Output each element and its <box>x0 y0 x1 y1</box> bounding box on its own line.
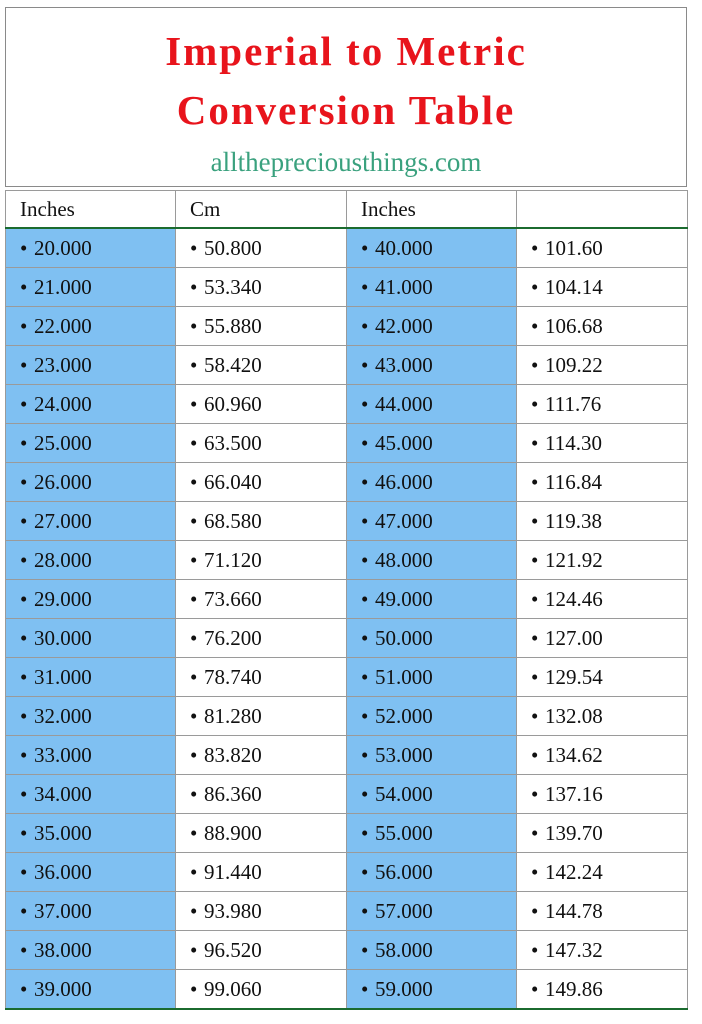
cell-value: 50.800 <box>204 235 262 260</box>
table-cell <box>517 658 688 697</box>
bullet-icon: • <box>531 664 539 689</box>
cell-value: 66.040 <box>204 469 262 494</box>
page-title-line-1: Imperial to Metric <box>165 28 527 74</box>
bullet-icon: • <box>361 430 369 455</box>
bullet-icon: • <box>361 235 369 260</box>
table-cell <box>6 541 176 580</box>
cell-value: 144.78 <box>545 898 603 923</box>
table-cell <box>347 541 517 580</box>
table-cell <box>347 775 517 814</box>
bullet-icon: • <box>190 742 198 767</box>
table-cell <box>176 775 347 814</box>
table-cell <box>6 970 176 1010</box>
bullet-icon: • <box>531 859 539 884</box>
bullet-icon: • <box>20 703 28 728</box>
bullet-icon: • <box>361 352 369 377</box>
table-cell <box>176 892 347 931</box>
table-cell <box>176 268 347 307</box>
cell-value: 60.960 <box>204 391 262 416</box>
table-cell <box>176 502 347 541</box>
table-cell <box>176 970 347 1010</box>
cell-value: 31.000 <box>34 664 92 689</box>
bullet-icon: • <box>20 820 28 845</box>
table-cell <box>6 580 176 619</box>
cell-value: 23.000 <box>34 352 92 377</box>
table-cell <box>517 736 688 775</box>
cell-value: 47.000 <box>375 508 433 533</box>
table-cell <box>347 892 517 931</box>
cell-value: 42.000 <box>375 313 433 338</box>
table-row <box>6 385 688 424</box>
table-cell <box>347 658 517 697</box>
table-cell <box>347 931 517 970</box>
cell-value: 132.08 <box>545 703 603 728</box>
cell-value: 36.000 <box>34 859 92 884</box>
table-cell <box>517 931 688 970</box>
cell-value: 106.68 <box>545 313 603 338</box>
bullet-icon: • <box>20 937 28 962</box>
cell-value: 142.24 <box>545 859 603 884</box>
bullet-icon: • <box>361 625 369 650</box>
table-cell <box>6 346 176 385</box>
table-cell <box>6 463 176 502</box>
table-cell <box>517 541 688 580</box>
cell-value: 104.14 <box>545 274 603 299</box>
cell-value: 32.000 <box>34 703 92 728</box>
website-credit: allthepreciousthings.com <box>210 147 482 177</box>
bullet-icon: • <box>531 391 539 416</box>
bullet-icon: • <box>20 352 28 377</box>
table-cell <box>347 346 517 385</box>
table-cell <box>6 619 176 658</box>
table-cell <box>517 619 688 658</box>
table-cell <box>6 853 176 892</box>
bullet-icon: • <box>531 235 539 260</box>
table-cell <box>347 502 517 541</box>
bullet-icon: • <box>531 742 539 767</box>
cell-value: 20.000 <box>34 235 92 260</box>
bullet-icon: • <box>20 976 28 1001</box>
bullet-icon: • <box>190 937 198 962</box>
cell-value: 24.000 <box>34 391 92 416</box>
table-cell <box>517 580 688 619</box>
cell-value: 127.00 <box>545 625 603 650</box>
cell-value: 59.000 <box>375 976 433 1001</box>
bullet-icon: • <box>361 976 369 1001</box>
cell-value: 45.000 <box>375 430 433 455</box>
cell-value: 55.880 <box>204 313 262 338</box>
table-header-row <box>6 191 688 229</box>
cell-value: 109.22 <box>545 352 603 377</box>
table-cell <box>517 385 688 424</box>
bullet-icon: • <box>190 781 198 806</box>
bullet-icon: • <box>190 508 198 533</box>
cell-value: 46.000 <box>375 469 433 494</box>
cell-value: 28.000 <box>34 547 92 572</box>
bullet-icon: • <box>20 547 28 572</box>
bullet-icon: • <box>531 625 539 650</box>
cell-value: 124.46 <box>545 586 603 611</box>
cell-value: 99.060 <box>204 976 262 1001</box>
table-cell <box>6 892 176 931</box>
bullet-icon: • <box>531 781 539 806</box>
cell-value: 93.980 <box>204 898 262 923</box>
cell-value: 22.000 <box>34 313 92 338</box>
cell-value: 58.000 <box>375 937 433 962</box>
cell-value: 114.30 <box>545 430 602 455</box>
table-cell <box>176 424 347 463</box>
cell-value: 116.84 <box>545 469 602 494</box>
table-cell <box>347 268 517 307</box>
page-title-line-2: Conversion Table <box>176 87 516 133</box>
bullet-icon: • <box>20 781 28 806</box>
cell-value: 119.38 <box>545 508 602 533</box>
table-row <box>6 228 688 268</box>
bullet-icon: • <box>361 508 369 533</box>
cell-value: 37.000 <box>34 898 92 923</box>
bullet-icon: • <box>190 235 198 260</box>
cell-value: 39.000 <box>34 976 92 1001</box>
table-cell <box>176 346 347 385</box>
bullet-icon: • <box>20 313 28 338</box>
bullet-icon: • <box>20 586 28 611</box>
bullet-icon: • <box>190 820 198 845</box>
table-cell <box>6 814 176 853</box>
table-cell <box>176 580 347 619</box>
table-cell <box>6 736 176 775</box>
table-cell <box>347 736 517 775</box>
bullet-icon: • <box>20 625 28 650</box>
table-cell <box>176 385 347 424</box>
cell-value: 129.54 <box>545 664 603 689</box>
cell-value: 147.32 <box>545 937 603 962</box>
table-row <box>6 697 688 736</box>
bullet-icon: • <box>531 430 539 455</box>
bullet-icon: • <box>361 937 369 962</box>
cell-value: 30.000 <box>34 625 92 650</box>
bullet-icon: • <box>531 547 539 572</box>
cell-value: 27.000 <box>34 508 92 533</box>
table-cell <box>517 424 688 463</box>
cell-value: 21.000 <box>34 274 92 299</box>
bullet-icon: • <box>190 976 198 1001</box>
bullet-icon: • <box>361 586 369 611</box>
cell-value: 49.000 <box>375 586 433 611</box>
bullet-icon: • <box>531 313 539 338</box>
table-cell <box>517 346 688 385</box>
column-header-cm-2 <box>517 191 688 229</box>
table-cell <box>6 697 176 736</box>
table-row <box>6 736 688 775</box>
table-cell <box>347 463 517 502</box>
table-cell <box>347 228 517 268</box>
bullet-icon: • <box>531 274 539 299</box>
bullet-icon: • <box>190 703 198 728</box>
table-row <box>6 931 688 970</box>
cell-value: 83.820 <box>204 742 262 767</box>
table-row <box>6 658 688 697</box>
table-cell <box>176 463 347 502</box>
table-cell <box>517 775 688 814</box>
bullet-icon: • <box>531 976 539 1001</box>
bullet-icon: • <box>190 664 198 689</box>
cell-value: 54.000 <box>375 781 433 806</box>
table-row <box>6 346 688 385</box>
cell-value: 29.000 <box>34 586 92 611</box>
table-row <box>6 307 688 346</box>
table-row <box>6 424 688 463</box>
cell-value: 53.340 <box>204 274 262 299</box>
bullet-icon: • <box>190 625 198 650</box>
table-cell <box>176 541 347 580</box>
cell-value: 86.360 <box>204 781 262 806</box>
cell-value: 63.500 <box>204 430 262 455</box>
cell-value: 52.000 <box>375 703 433 728</box>
bullet-icon: • <box>20 391 28 416</box>
cell-value: 137.16 <box>545 781 603 806</box>
table-cell <box>517 814 688 853</box>
document-header <box>5 7 687 187</box>
table-row <box>6 463 688 502</box>
bullet-icon: • <box>361 664 369 689</box>
table-cell <box>176 853 347 892</box>
table-cell <box>176 814 347 853</box>
cell-value: 71.120 <box>204 547 262 572</box>
bullet-icon: • <box>190 352 198 377</box>
cell-value: 139.70 <box>545 820 603 845</box>
table-cell <box>176 697 347 736</box>
bullet-icon: • <box>190 859 198 884</box>
bullet-icon: • <box>361 859 369 884</box>
cell-value: 88.900 <box>204 820 262 845</box>
cell-value: 55.000 <box>375 820 433 845</box>
cell-value: 40.000 <box>375 235 433 260</box>
table-cell <box>517 228 688 268</box>
cell-value: 26.000 <box>34 469 92 494</box>
table-cell <box>6 775 176 814</box>
bullet-icon: • <box>361 547 369 572</box>
cell-value: 57.000 <box>375 898 433 923</box>
table-row <box>6 892 688 931</box>
table-cell <box>6 307 176 346</box>
table-cell <box>176 619 347 658</box>
table-cell <box>517 970 688 1010</box>
bullet-icon: • <box>20 469 28 494</box>
table-cell <box>347 814 517 853</box>
conversion-table-wrapper <box>5 190 687 1010</box>
table-cell <box>347 970 517 1010</box>
bullet-icon: • <box>190 469 198 494</box>
table-cell <box>517 463 688 502</box>
bullet-icon: • <box>361 703 369 728</box>
table-row <box>6 580 688 619</box>
bullet-icon: • <box>190 313 198 338</box>
bullet-icon: • <box>20 664 28 689</box>
table-cell <box>6 228 176 268</box>
table-cell <box>6 658 176 697</box>
table-row <box>6 268 688 307</box>
table-row <box>6 502 688 541</box>
table-cell <box>517 853 688 892</box>
bullet-icon: • <box>190 430 198 455</box>
bullet-icon: • <box>361 313 369 338</box>
bullet-icon: • <box>190 274 198 299</box>
table-cell <box>6 268 176 307</box>
cell-value: 56.000 <box>375 859 433 884</box>
bullet-icon: • <box>20 898 28 923</box>
cell-value: 48.000 <box>375 547 433 572</box>
cell-value: 41.000 <box>375 274 433 299</box>
cell-value: 34.000 <box>34 781 92 806</box>
bullet-icon: • <box>361 391 369 416</box>
bullet-icon: • <box>190 547 198 572</box>
column-header-inches-2: Inches <box>347 191 517 229</box>
table-cell <box>517 307 688 346</box>
cell-value: 149.86 <box>545 976 603 1001</box>
table-row <box>6 814 688 853</box>
table-cell <box>347 424 517 463</box>
cell-value: 53.000 <box>375 742 433 767</box>
table-cell <box>517 697 688 736</box>
bullet-icon: • <box>20 274 28 299</box>
bullet-icon: • <box>361 742 369 767</box>
table-body <box>6 228 688 1009</box>
bullet-icon: • <box>531 352 539 377</box>
bullet-icon: • <box>531 469 539 494</box>
bullet-icon: • <box>190 898 198 923</box>
table-cell <box>347 307 517 346</box>
bullet-icon: • <box>190 586 198 611</box>
table-row <box>6 541 688 580</box>
table-cell <box>347 580 517 619</box>
cell-value: 38.000 <box>34 937 92 962</box>
table-cell <box>176 736 347 775</box>
bullet-icon: • <box>361 274 369 299</box>
table-cell <box>176 658 347 697</box>
cell-value: 81.280 <box>204 703 262 728</box>
table-cell <box>176 931 347 970</box>
cell-value: 134.62 <box>545 742 603 767</box>
column-header-inches-1: Inches <box>6 191 176 229</box>
table-row <box>6 853 688 892</box>
cell-value: 33.000 <box>34 742 92 767</box>
bullet-icon: • <box>531 586 539 611</box>
cell-value: 73.660 <box>204 586 262 611</box>
bullet-icon: • <box>20 430 28 455</box>
cell-value: 76.200 <box>204 625 262 650</box>
table-cell <box>347 697 517 736</box>
bullet-icon: • <box>20 742 28 767</box>
table-cell <box>517 892 688 931</box>
cell-value: 121.92 <box>545 547 603 572</box>
cell-value: 43.000 <box>375 352 433 377</box>
bullet-icon: • <box>531 703 539 728</box>
table-cell <box>6 385 176 424</box>
cell-value: 101.60 <box>545 235 603 260</box>
bullet-icon: • <box>20 859 28 884</box>
column-header-cm-1: Cm <box>176 191 347 229</box>
table-cell <box>6 424 176 463</box>
cell-value: 25.000 <box>34 430 92 455</box>
cell-value: 58.420 <box>204 352 262 377</box>
table-cell <box>517 268 688 307</box>
conversion-table <box>5 190 688 1010</box>
bullet-icon: • <box>20 508 28 533</box>
bullet-icon: • <box>361 898 369 923</box>
table-cell <box>176 228 347 268</box>
table-cell <box>347 619 517 658</box>
table-cell <box>517 502 688 541</box>
bullet-icon: • <box>531 508 539 533</box>
cell-value: 51.000 <box>375 664 433 689</box>
bullet-icon: • <box>531 937 539 962</box>
bullet-icon: • <box>361 820 369 845</box>
cell-value: 91.440 <box>204 859 262 884</box>
cell-value: 68.580 <box>204 508 262 533</box>
table-row <box>6 619 688 658</box>
table-cell <box>347 853 517 892</box>
bullet-icon: • <box>190 391 198 416</box>
table-cell <box>6 931 176 970</box>
bullet-icon: • <box>361 781 369 806</box>
cell-value: 111.76 <box>545 391 602 416</box>
bullet-icon: • <box>531 898 539 923</box>
table-row <box>6 970 688 1010</box>
bullet-icon: • <box>531 820 539 845</box>
cell-value: 50.000 <box>375 625 433 650</box>
table-cell <box>6 502 176 541</box>
cell-value: 44.000 <box>375 391 433 416</box>
bullet-icon: • <box>20 235 28 260</box>
bullet-icon: • <box>361 469 369 494</box>
table-cell <box>347 385 517 424</box>
cell-value: 96.520 <box>204 937 262 962</box>
cell-value: 35.000 <box>34 820 92 845</box>
table-row <box>6 775 688 814</box>
cell-value: 78.740 <box>204 664 262 689</box>
table-cell <box>176 307 347 346</box>
